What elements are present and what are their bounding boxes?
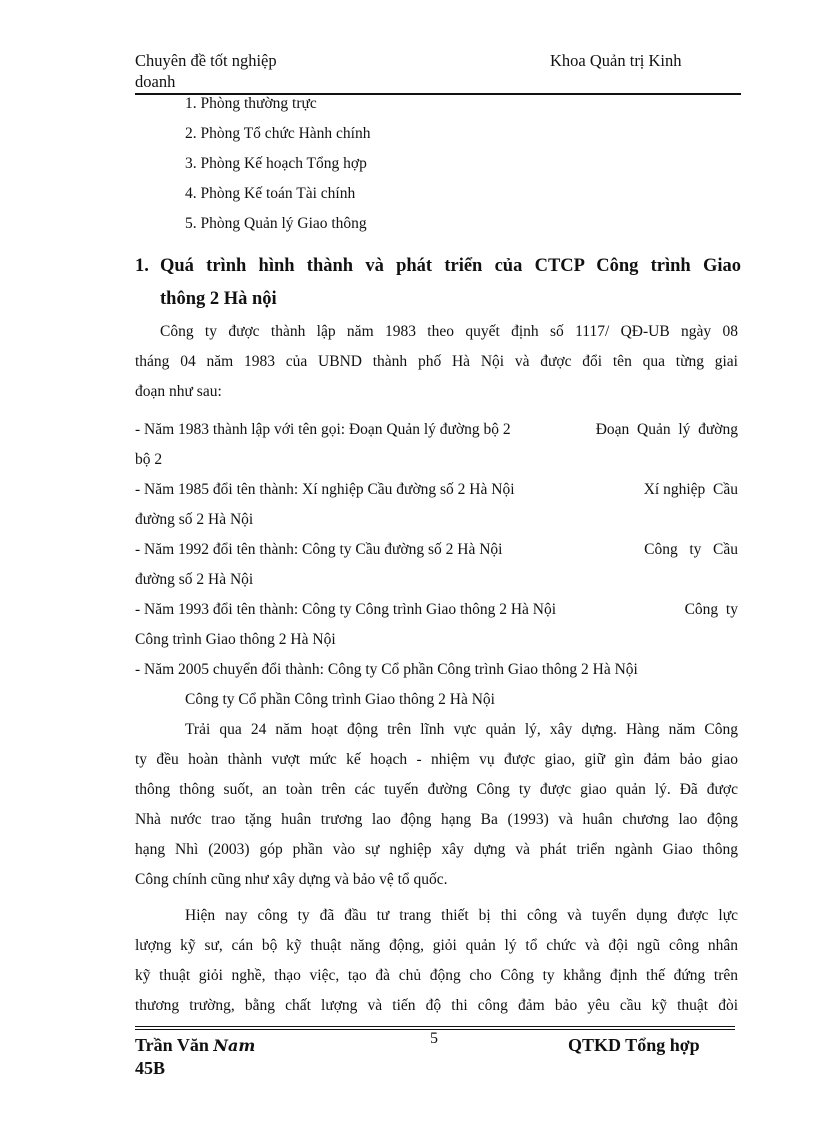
history-tail: Công ty Cầu	[644, 541, 738, 558]
section-title-line2: thông 2 Hà nội	[160, 289, 277, 309]
header-left-line1: Chuyên đề tốt nghiệp	[135, 51, 277, 70]
para1-line: Công chính cũng như xây dựng và bảo vệ tổ quốc.	[135, 871, 448, 888]
history-cont: Công trình Giao thông 2 Hà Nội	[135, 631, 336, 648]
para2-line: kỹ thuật giỏi nghề, thạo việc, tạo đà chủ động cho Công ty khẳng định thế đứng trên	[135, 967, 738, 984]
para1-line: Trải qua 24 năm hoạt động trên lĩnh vực quản lý, xây dựng. Hàng năm Công	[185, 721, 738, 738]
history-lead: - Năm 2005 chuyển đổi thành: Công ty Cổ phần Công trình Giao thông 2 Hà Nội	[135, 661, 638, 678]
list-item: 3. Phòng Kế hoạch Tổng hợp	[185, 155, 367, 172]
list-item: 1. Phòng thường trực	[185, 95, 317, 112]
history-lead: - Năm 1993 đổi tên thành: Công ty Công trình Giao thông 2 Hà Nội	[135, 601, 557, 618]
footer-author	[135, 1034, 255, 1057]
footer-class-code: 45B	[135, 1058, 166, 1078]
history-lead: - Năm 1983 thành lập với tên gọi: Đoạn Quản lý đường bộ 2	[135, 421, 511, 438]
footer-right: QTKD Tổng hợp	[568, 1035, 700, 1055]
section-title-line1: Quá trình hình thành và phát triển của CTCP Công trình Giao	[160, 256, 741, 276]
intro-line: đoạn như sau:	[135, 383, 222, 400]
intro-line: Công ty được thành lập năm 1983 theo quyết định số 1117/ QĐ-UB ngày 08	[160, 323, 738, 340]
history-lead: - Năm 1985 đổi tên thành: Xí nghiệp Cầu đường số 2 Hà Nội	[135, 481, 515, 498]
header-right: Khoa Quản trị Kinh	[550, 51, 682, 70]
list-item: 2. Phòng Tổ chức Hành chính	[185, 125, 371, 142]
footer-author-name: Trần Văn	[135, 1035, 209, 1055]
section-heading	[135, 251, 741, 281]
history-cont: bộ 2	[135, 451, 163, 468]
page-number: 5	[430, 1030, 438, 1047]
para2-line: thương trường, bằng chất lượng và tiến độ thi công đảm bảo yêu cầu kỹ thuật đòi	[135, 997, 738, 1014]
list-item: 4. Phòng Kế toán Tài chính	[185, 185, 356, 202]
para1-line: ty đều hoàn thành vượt mức kế hoạch - nhiệm vụ được giao, giữ gìn đảm bảo giao	[135, 751, 738, 768]
section-number: 1.	[135, 256, 149, 276]
history-cont: đường số 2 Hà Nội	[135, 511, 254, 528]
para2-line: Hiện nay công ty đã đầu tư trang thiết bị thi công và tuyển dụng được lực	[185, 907, 738, 924]
para2-line: lượng kỹ sư, cán bộ kỹ thuật năng động, giỏi quản lý tổ chức và đội ngũ công nhân	[135, 937, 738, 954]
history-cont: đường số 2 Hà Nội	[135, 571, 254, 588]
history-tail: Đoạn Quản lý đường	[595, 421, 738, 438]
footer-signature: Nam	[213, 1036, 256, 1055]
para1-line: thông thông suốt, an toàn trên các tuyến đường Công ty được giao quản lý. Đã được	[135, 781, 738, 798]
intro-line: tháng 04 năm 1983 của UBND thành phố Hà Nội và được đổi tên qua từng giai	[135, 353, 738, 370]
header-left-line2: doanh	[135, 72, 176, 91]
history-tail: Xí nghiệp Cầu	[643, 481, 738, 498]
list-item: 5. Phòng Quản lý Giao thông	[185, 215, 367, 232]
para1-line: hạng Nhì (2003) góp phần vào sự nghiệp xây dựng và phát triển ngành Giao thông	[135, 841, 738, 858]
para1-line: Nhà nước trao tặng huân trương lao động hạng Ba (1993) và huân chương lao động	[135, 811, 738, 828]
footer-rule	[135, 1026, 735, 1027]
history-lead: - Năm 1992 đổi tên thành: Công ty Cầu đường số 2 Hà Nội	[135, 541, 503, 558]
history-tail: Công ty	[684, 601, 738, 618]
history-cont: Công ty Cổ phần Công trình Giao thông 2 Hà Nội	[185, 691, 495, 708]
